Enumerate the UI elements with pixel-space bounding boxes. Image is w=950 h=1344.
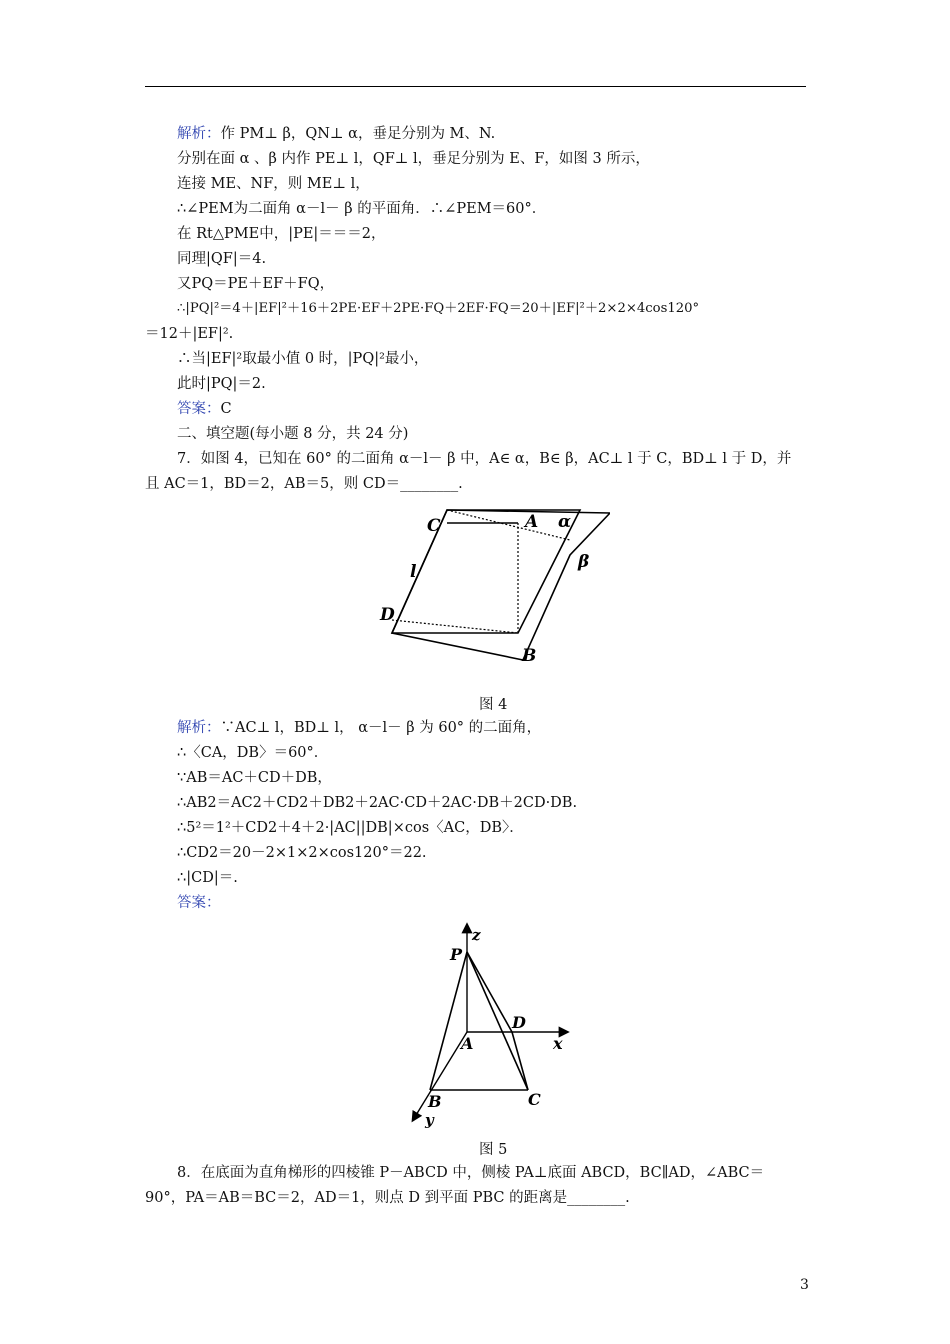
solution-7-line-4: ∴AB2＝AC2＋CD2＋DB2＋2AC·CD＋2AC·DB＋2CD·DB. (177, 795, 578, 811)
answer-label: 答案： (177, 401, 221, 417)
solution-text: ∵AC⊥ l，BD⊥ l， α－l－ β 为 60° 的二面角， (220, 720, 542, 736)
page-number: 3 (800, 1277, 809, 1293)
hidden-edge (447, 510, 570, 540)
solution-6-line-8: ∴|PQ|²＝4＋|EF|²＋16＋2PE·EF＋2PE·FQ＋2EF·FQ＝20＋|EF|²＋2×2×4cos120° (177, 301, 700, 316)
label-p: P (450, 945, 463, 964)
solution-label: 解析： (177, 720, 221, 736)
question-8-line-2: 90°，PA＝AB＝BC＝2，AD＝1，则点 D 到平面 PBC 的距离是________. (145, 1190, 630, 1206)
label-b: B (522, 646, 537, 666)
label-c: C (427, 516, 441, 536)
solution-6-line-1 (177, 124, 495, 144)
answer-7-label: 答案： (177, 895, 221, 911)
figure-4-caption: 图 4 (479, 697, 508, 713)
solution-7-line-2: ∴〈CA，DB〉＝60°． (177, 745, 329, 761)
question-7-line-1: 7．如图 4，已知在 60° 的二面角 α－l－ β 中，A∈ α，B∈ β，AC⊥ l 于 C，BD⊥ l 于 D，并 (177, 451, 792, 467)
label-d: D (380, 605, 395, 625)
figure-5-diagram (395, 920, 585, 1130)
label-c: C (528, 1090, 541, 1109)
solution-6-line-2: 分别在面 α 、β 内作 PE⊥ l，QF⊥ l，垂足分别为 E、F，如图 3 所示， (177, 151, 650, 167)
edge-pb (430, 952, 467, 1090)
section-heading: 二、填空题(每小题 8 分，共 24 分) (177, 426, 409, 442)
label-l: l (410, 562, 417, 582)
answer-6 (177, 399, 232, 419)
figure-4-diagram (370, 500, 610, 675)
edge-pd (467, 952, 512, 1032)
question-7-line-2: 且 AC＝1，BD＝2，AB＝5，则 CD＝________. (145, 476, 463, 492)
solution-6-line-4: ∴∠PEM为二面角 α－l－ β 的平面角．∴∠PEM＝60°． (177, 201, 547, 217)
label-z: z (472, 926, 481, 944)
solution-7-line-6: ∴CD2＝20－2×1×2×cos120°＝22. (177, 845, 427, 861)
solution-label: 解析： (177, 126, 221, 142)
solution-6-line-3: 连接 ME、NF，则 ME⊥ l， (177, 176, 370, 192)
solution-6-line-9: ＝12＋|EF|². (145, 326, 234, 342)
label-beta: β (578, 552, 590, 572)
figure-5-caption: 图 5 (479, 1142, 508, 1158)
label-y: y (425, 1111, 434, 1129)
label-b: B (428, 1092, 442, 1111)
solution-7-line-3: ∵AB＝AC＋CD＋DB， (177, 770, 332, 786)
solution-6-line-11: 此时|PQ|＝2. (177, 376, 266, 392)
segment-db (392, 620, 518, 633)
solution-text: 作 PM⊥ β，QN⊥ α，垂足分别为 M、N. (220, 126, 496, 142)
question-8-line-1: 8．在底面为直角梯形的四棱锥 P－ABCD 中，侧棱 PA⊥底面 ABCD，BC∥AD，∠ABC＝ (177, 1165, 765, 1181)
label-alpha: α (558, 512, 572, 532)
solution-6-line-6: 同理|QF|＝4. (177, 251, 267, 267)
solution-7-line-5: ∴5²＝1²＋CD2＋4＋2·|AC||DB|×cos〈AC，DB〉． (177, 820, 524, 836)
label-a: A (461, 1034, 474, 1053)
solution-6-line-5: 在 Rt△PME中，|PE|＝＝＝2， (177, 226, 386, 242)
solution-7-line-1 (177, 718, 541, 738)
solution-6-line-10: ∴当|EF|²取最小值 0 时，|PQ|²最小， (177, 351, 429, 367)
label-a: A (525, 512, 539, 532)
plane-beta (392, 510, 610, 660)
label-d: D (512, 1013, 526, 1032)
answer-value: C (220, 401, 232, 417)
solution-7-line-7: ∴|CD|＝. (177, 870, 238, 886)
solution-6-line-7: 又PQ＝PE＋EF＋FQ， (177, 276, 335, 292)
label-x: x (553, 1034, 563, 1053)
header-rule (145, 86, 806, 87)
